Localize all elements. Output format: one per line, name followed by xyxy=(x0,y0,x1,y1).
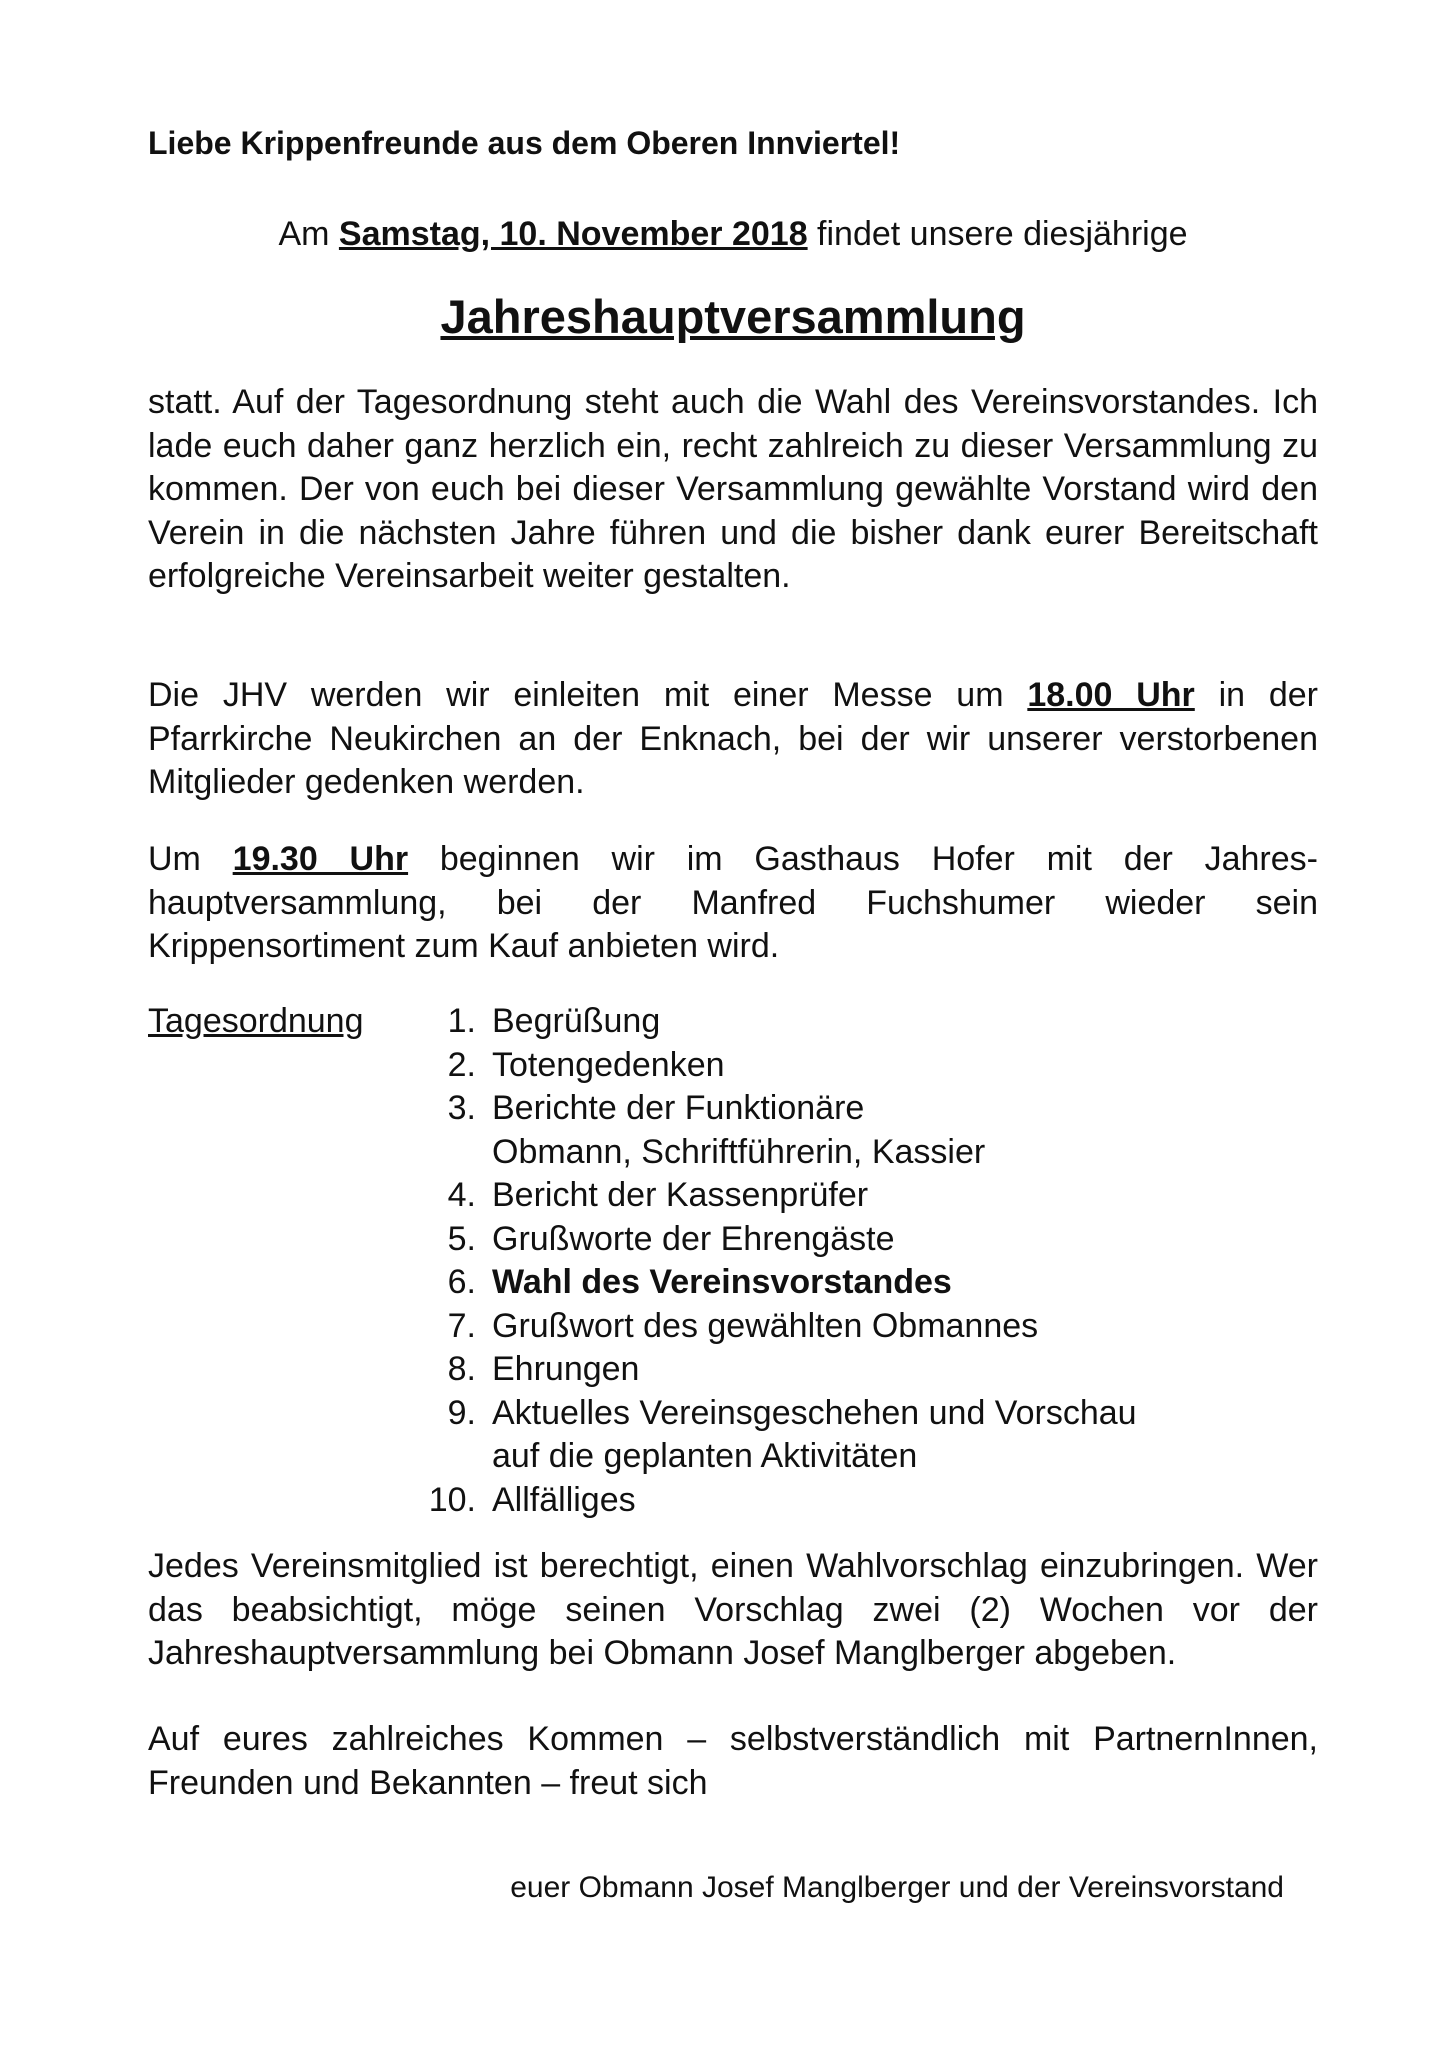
paragraph-meeting xyxy=(148,838,1318,969)
agenda-item xyxy=(418,1348,1318,1392)
agenda-item-content xyxy=(492,1261,952,1305)
paragraph-nomination: Jedes Vereinsmitglied ist berechtigt, einen Wahlvorschlag einzubringen. Wer das beabsichtigt, möge seinen Vorschlag zwei (2) Wochen vor der Jahreshauptversammlung bei Obmann Josef Manglberger abgeben. xyxy=(148,1547,1318,1672)
agenda-item-text: Ehrungen xyxy=(492,1350,640,1388)
agenda-item-content xyxy=(492,1305,1038,1349)
agenda-item-content xyxy=(492,1348,639,1392)
paragraph-mass xyxy=(148,674,1318,805)
agenda-item-number: 4. xyxy=(447,1176,476,1214)
agenda-item-number: 9. xyxy=(447,1393,476,1432)
agenda-list xyxy=(418,1000,1318,1522)
agenda-item-text: Wahl des Vereinsvorstandes xyxy=(492,1263,952,1301)
agenda-item-content xyxy=(492,1087,985,1174)
agenda-item-subtext: auf die geplanten Aktivitäten xyxy=(492,1437,918,1475)
agenda-item xyxy=(418,1000,1318,1044)
agenda-item xyxy=(418,1044,1318,1088)
agenda-item xyxy=(418,1218,1318,1262)
agenda-item-text: Allfälliges xyxy=(492,1480,636,1519)
intro-line xyxy=(148,212,1318,256)
agenda-item-text: Grußwort des gewählten Obmannes xyxy=(492,1306,1039,1345)
agenda-item xyxy=(418,1305,1318,1349)
agenda-item-content xyxy=(492,1479,636,1523)
agenda-item-subtext: Obmann, Schriftführerin, Kassier xyxy=(492,1132,986,1171)
paragraph-invitation: statt. Auf der Tagesordnung steht auch die Wahl des Vereinsvorstandes. Ich lade euch daher ganz herzlich ein, recht zahlreich zu dieser Versammlung zu kommen. Der von euch bei dieser Versammlung gewählte Vorstand wird den Verein in die nächsten Jahre führen und die bisher dank eurer Bereitschaft erfolgreiche Vereinsarbeit weiter gestalten. xyxy=(148,383,1318,595)
agenda-item-text: Grußworte der Ehrengäste xyxy=(492,1219,895,1258)
agenda-item-number: 8. xyxy=(447,1350,476,1388)
agenda-item-content xyxy=(492,1044,725,1088)
meeting-date: Samstag, 10. November 2018 xyxy=(338,215,808,253)
agenda-item xyxy=(418,1479,1318,1523)
intro-before: Am xyxy=(278,215,339,253)
paragraph-meeting-before: Um xyxy=(148,840,233,878)
agenda-item-number: 1. xyxy=(447,1002,476,1040)
greeting: Liebe Krippenfreunde aus dem Oberen Innviertel! xyxy=(148,125,901,161)
paragraph-closing: Auf eures zahlreiches Kommen – selbstverständlich mit PartnernInnen, Freunden und Bekannten – freut sich xyxy=(148,1720,1318,1802)
agenda-item-number: 2. xyxy=(447,1045,476,1084)
agenda-item-number: 10. xyxy=(428,1480,476,1519)
agenda-item-content xyxy=(492,1174,868,1218)
agenda-item-content xyxy=(492,1000,660,1044)
agenda-item-number: 7. xyxy=(447,1306,476,1345)
meeting-time: 19.30 Uhr xyxy=(232,840,409,878)
paragraph-meeting-after: beginnen wir im Gasthaus Hofer mit der Jahreshauptversammlung, bei der Manfred Fuchshumer wieder sein Krippensortiment zum Kauf anbieten wird. xyxy=(148,840,1318,965)
agenda-item-text: Bericht der Kassenprüfer xyxy=(492,1176,869,1214)
agenda-item xyxy=(418,1392,1318,1479)
mass-time: 18.00 Uhr xyxy=(1027,676,1195,714)
agenda-item xyxy=(418,1174,1318,1218)
paragraph-mass-before: Die JHV werden wir einleiten mit einer Messe um xyxy=(148,676,1028,714)
agenda-item xyxy=(418,1087,1318,1174)
agenda-item-number: 3. xyxy=(447,1089,476,1127)
document-title: Jahreshauptversammlung xyxy=(440,290,1026,343)
agenda-item-number: 5. xyxy=(447,1219,476,1258)
agenda-label: Tagesordnung xyxy=(148,1002,364,1040)
agenda-item-text: Aktuelles Vereinsgeschehen und Vorschau xyxy=(492,1393,1137,1432)
agenda-item-content xyxy=(492,1218,895,1262)
agenda-item xyxy=(418,1261,1318,1305)
signature: euer Obmann Josef Manglberger und der Vereinsvorstand xyxy=(510,1871,1284,1904)
intro-after: findet unsere diesjährige xyxy=(807,215,1188,253)
agenda-item-text: Berichte der Funktionäre xyxy=(492,1089,865,1127)
agenda-item-content xyxy=(492,1392,1137,1479)
agenda-item-text: Begrüßung xyxy=(492,1002,661,1040)
agenda-item-number: 6. xyxy=(447,1263,476,1301)
agenda-item-text: Totengedenken xyxy=(492,1045,725,1084)
paragraph-mass-after: in der Pfarrkirche Neukirchen an der Enknach, bei der wir unserer verstorbenen Mitglieder gedenken werden. xyxy=(148,676,1318,801)
